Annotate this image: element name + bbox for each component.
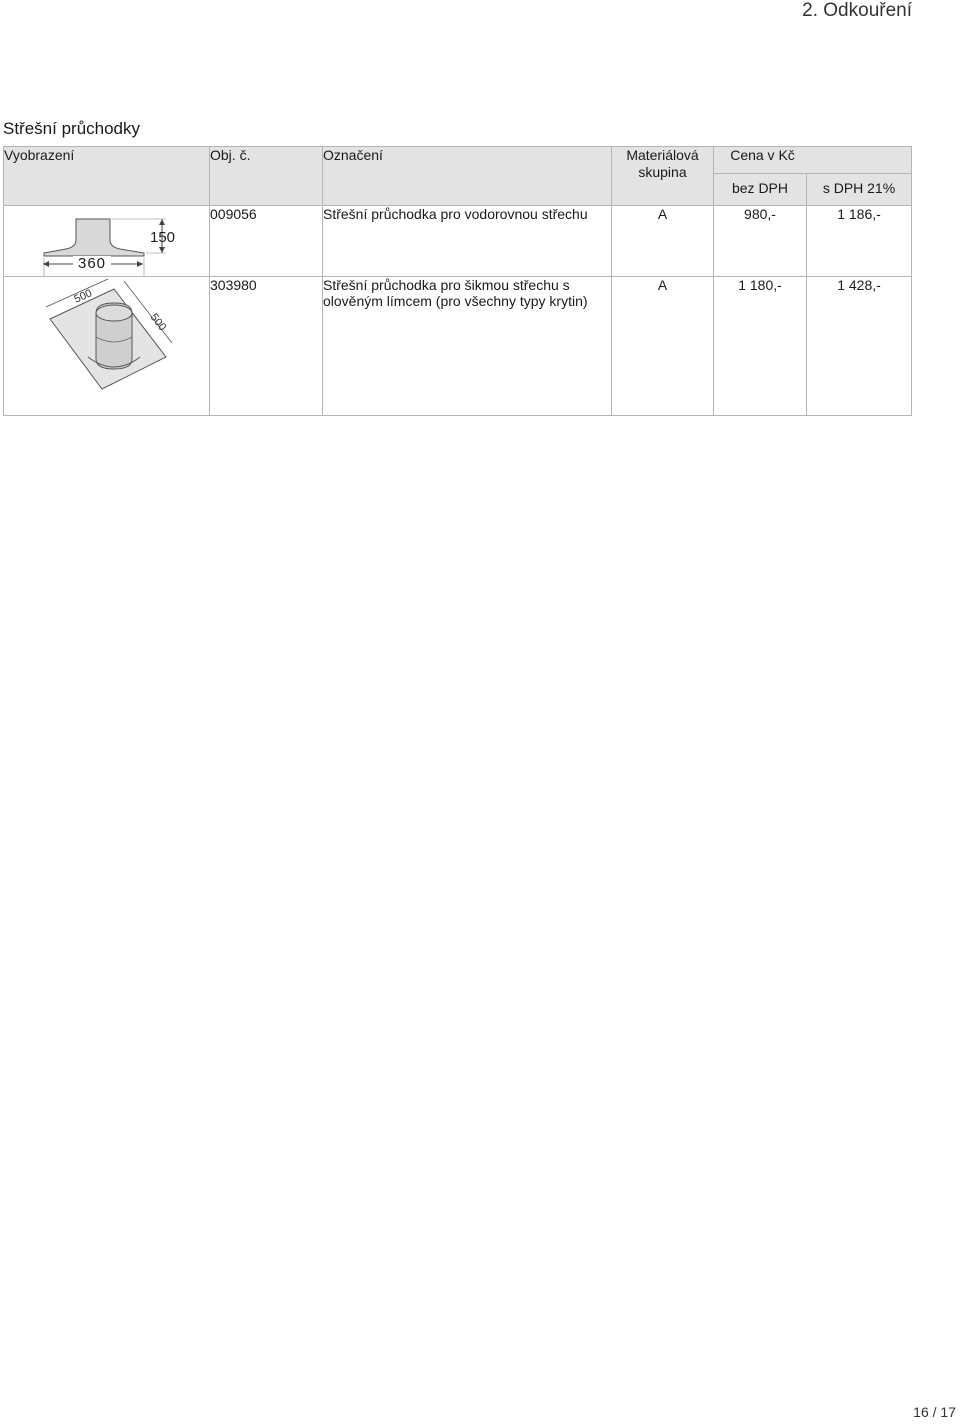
table-header-row <box>4 147 912 174</box>
col-header-designation: Označení <box>323 147 612 206</box>
col-header-price-net: bez DPH <box>714 174 807 206</box>
material-group: A <box>612 277 714 416</box>
price-gross: 1 186,- <box>807 206 912 277</box>
table-row <box>4 277 912 416</box>
price-net: 1 180,- <box>714 277 807 416</box>
col-header-material-group: Materiálová skupina <box>612 147 714 206</box>
pitched-roof-flashing-drawing <box>4 277 209 415</box>
chapter-title: 2. Odkouření <box>802 0 912 21</box>
dim-width-label: 360 <box>77 255 107 272</box>
order-number: 009056 <box>210 206 323 277</box>
col-header-image: Vyobrazení <box>4 147 210 206</box>
col-header-price-gross: s DPH 21% <box>807 174 912 206</box>
col-header-order-no: Obj. č. <box>210 147 323 206</box>
page-number: 16 / 17 <box>913 1404 956 1420</box>
col-header-price: Cena v Kč <box>714 147 912 174</box>
product-designation: Střešní průchodka pro šikmou střechu s olověným límcem (pro všechny typy krytin) <box>323 277 612 416</box>
dim-width-group <box>43 255 143 273</box>
price-net: 980,- <box>714 206 807 277</box>
product-table <box>3 146 912 416</box>
dim-height-label: 150 <box>150 229 176 246</box>
price-gross: 1 428,- <box>807 277 912 416</box>
order-number: 303980 <box>210 277 323 416</box>
product-designation: Střešní průchodka pro vodorovnou střechu <box>323 206 612 277</box>
product-image-pitched-roof <box>4 277 210 416</box>
dim-side-a-label: 500 <box>72 287 94 306</box>
material-group: A <box>612 206 714 277</box>
section-title: Střešní průchodky <box>3 119 141 138</box>
dim-side-b-label: 500 <box>147 311 169 334</box>
